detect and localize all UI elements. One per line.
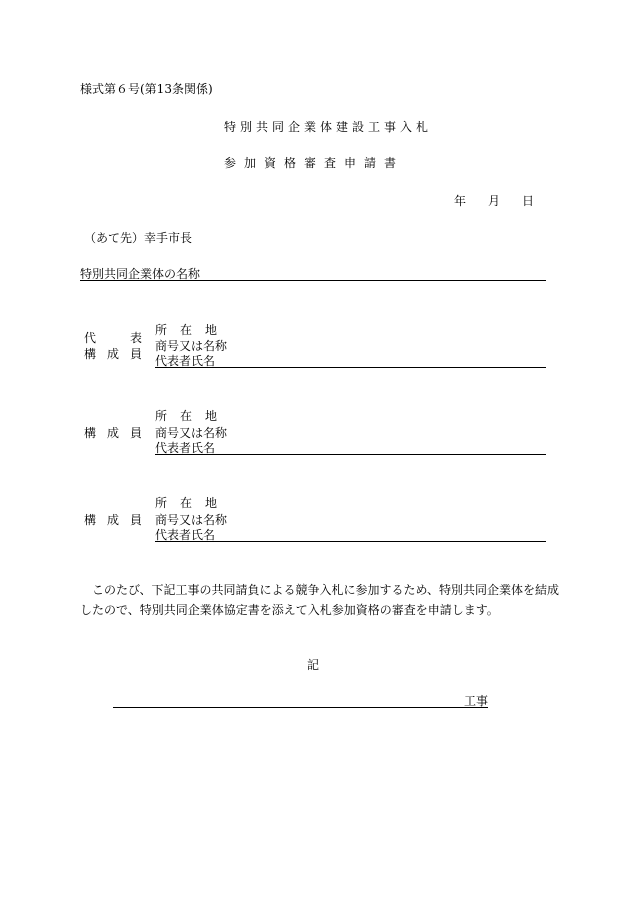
- jv-name-underline: [80, 280, 546, 281]
- date-year: 年: [454, 194, 467, 208]
- construction-suffix: 工事: [464, 694, 489, 708]
- construction-name-underline: [113, 707, 488, 708]
- trade-name-label: 商号又は名称: [155, 426, 228, 440]
- trade-name-label: 商号又は名称: [155, 513, 228, 527]
- role-char: 成: [106, 347, 119, 361]
- member-role-representative: [84, 331, 142, 361]
- representative-name-underline: [155, 367, 546, 368]
- label-char: 所: [155, 409, 168, 423]
- member-role: [84, 426, 142, 440]
- label-char: 所: [155, 323, 168, 337]
- role-char: 構: [84, 426, 97, 440]
- label-char: 地: [204, 496, 217, 510]
- role-char: 員: [129, 426, 142, 440]
- representative-name-label: 代表者氏名: [155, 441, 216, 455]
- location-label: [155, 323, 217, 337]
- label-char: 地: [204, 323, 217, 337]
- trade-name-label: 商号又は名称: [155, 339, 228, 353]
- label-char: 在: [179, 323, 192, 337]
- representative-name-label: 代表者氏名: [155, 528, 216, 542]
- location-label: [155, 409, 217, 423]
- role-char: 員: [129, 513, 142, 527]
- representative-name-label: 代表者氏名: [155, 354, 216, 368]
- role-char: 表: [129, 331, 142, 345]
- title-line-1: 特別共同企業体建設工事入札: [224, 120, 433, 134]
- title-line-2: 参加資格審査申請書: [224, 156, 405, 170]
- role-char: 員: [129, 347, 142, 361]
- body-text-line-1: このたび、下記工事の共同請負による競争入札に参加するため、特別共同企業体を結成: [92, 583, 560, 597]
- date-month: 月: [488, 194, 501, 208]
- label-char: 地: [204, 409, 217, 423]
- ki-heading: 記: [307, 658, 320, 672]
- jv-name-label: 特別共同企業体の名称: [80, 267, 201, 281]
- role-char: 構: [84, 513, 97, 527]
- representative-name-underline: [155, 541, 546, 542]
- location-label: [155, 496, 217, 510]
- body-text-line-2: したので、特別共同企業体協定書を添えて入札参加資格の審査を申請します。: [80, 603, 499, 617]
- addressee: （あて先）幸手市長: [84, 231, 193, 245]
- role-char: 成: [106, 513, 119, 527]
- date-day: 日: [522, 194, 535, 208]
- label-char: 在: [179, 496, 192, 510]
- role-char: 代: [84, 331, 97, 345]
- role-char: 成: [106, 426, 119, 440]
- form-number: 様式第６号(第13条関係): [80, 82, 213, 96]
- label-char: 在: [179, 409, 192, 423]
- member-role: [84, 513, 142, 527]
- label-char: 所: [155, 496, 168, 510]
- role-char: 構: [84, 347, 97, 361]
- representative-name-underline: [155, 454, 546, 455]
